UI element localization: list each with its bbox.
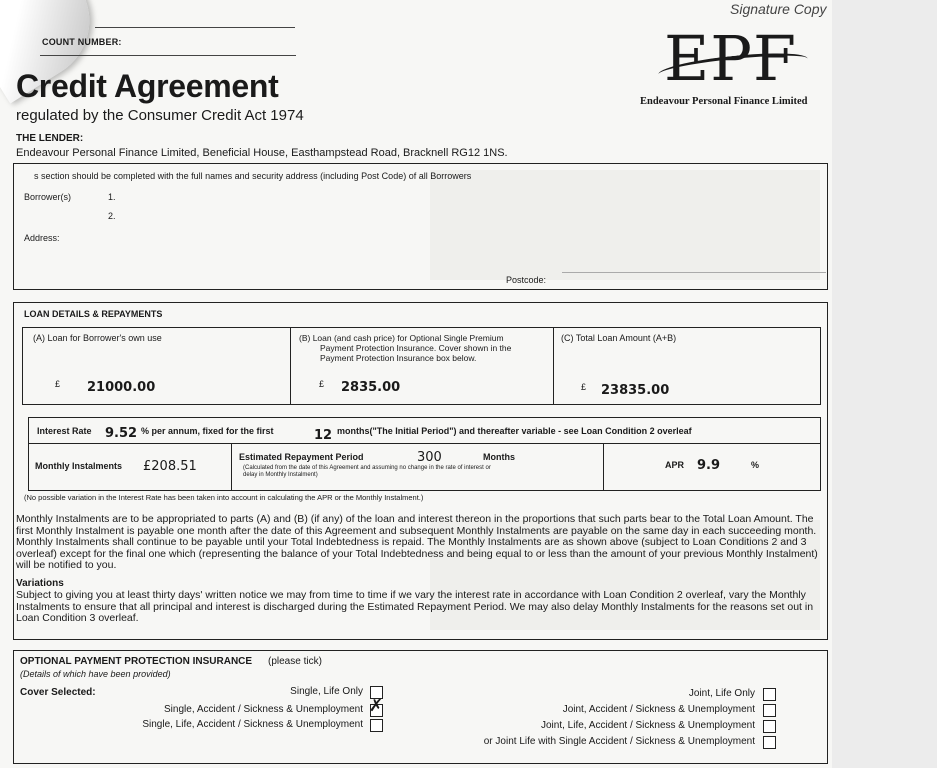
paragraph-line: will be notified to you.: [16, 559, 117, 571]
postcode-label: Postcode:: [506, 275, 547, 285]
ppi-checkbox-joint-life-single-asu[interactable]: [763, 736, 776, 749]
apr-label: APR: [665, 460, 685, 470]
repayment-period-note-1: (Calculated from the date of this Agreement and assuming no change in the rate of interest or: [243, 465, 491, 471]
apr-unit: %: [751, 460, 760, 470]
loan-c-label: (C) Total Loan Amount (A+B): [561, 333, 677, 343]
interest-rate-text: % per annum, fixed for the first: [141, 426, 274, 436]
page-subtitle: regulated by the Consumer Credit Act 1974: [16, 107, 304, 124]
variations-heading: Variations: [16, 578, 64, 589]
borrowers-section: [13, 163, 828, 290]
loan-b-value: 2835.00: [341, 380, 401, 395]
loan-footnote: (No possible variation in the Interest Rate has been taken into account in calculating the APR or the Monthly Instalment.): [24, 493, 424, 502]
epf-logo: EPF: [664, 22, 797, 95]
ppi-option-single-asu: Single, Accident / Sickness & Unemployment: [164, 704, 363, 715]
interest-rate-value: 9.52: [105, 426, 138, 441]
paragraph-line: first Monthly Instalment is payable one month after the date of this Agreement and subsequent Monthly Instalments are payable on the same day in each succeeding month.: [16, 524, 817, 537]
borrowers-instruction: s section should be completed with the full names and security address (including Post Code) of all Borrowers: [34, 171, 472, 181]
currency-symbol: £: [319, 379, 325, 389]
postcode-field[interactable]: [562, 272, 826, 287]
loan-section-heading: LOAN DETAILS & REPAYMENTS: [24, 309, 163, 319]
ppi-option-joint-asu: Joint, Accident / Sickness & Unemployment: [562, 704, 755, 715]
lender-label: THE LENDER:: [16, 133, 84, 144]
paragraph-line: Monthly Instalments shall continue to be payable until your Total Indebtedness is repaid. The Monthly Instalments are as shown above (subject to Loan Conditions 2 and 3: [16, 536, 807, 548]
ppi-heading-note: (please tick): [268, 656, 322, 667]
ppi-heading: OPTIONAL PAYMENT PROTECTION INSURANCE: [20, 656, 253, 667]
repayment-table: [28, 417, 821, 491]
account-line: [95, 27, 295, 28]
borrower-2-number: 2.: [108, 211, 116, 221]
ppi-checkbox-joint-life-asu[interactable]: [763, 720, 776, 733]
ppi-option-joint-life-single-asu: or Joint Life with Single Accident / Sickness & Unemployment: [483, 736, 755, 747]
interest-rate-terms: months("The Initial Period") and thereafter variable - see Loan Condition 2 overleaf: [337, 426, 692, 436]
loan-amounts-table: [22, 327, 821, 405]
loan-b-label-line3: Payment Protection Insurance box below.: [320, 353, 477, 363]
ppi-option-single-life-asu: Single, Life, Accident / Sickness & Unemployment: [142, 719, 363, 730]
loan-b-label-line1: (B) Loan (and cash price) for Optional Single Premium: [299, 333, 504, 343]
ppi-option-joint-life-asu: Joint, Life, Accident / Sickness & Unemployment: [541, 720, 755, 731]
paragraph-line: Loan Condition 3 overleaf.: [16, 612, 139, 624]
currency-symbol: £: [581, 382, 587, 392]
loan-b-label-line2: Payment Protection Insurance. Cover shown in the: [320, 343, 512, 353]
ppi-checkbox-single-life-asu[interactable]: [370, 719, 383, 732]
monthly-instalments-value: £208.51: [143, 459, 197, 474]
checkmark-icon: ✗: [369, 696, 384, 715]
apr-value: 9.9: [697, 458, 721, 473]
loan-details-section: [13, 302, 828, 640]
ppi-details-note: (Details of which have been provided): [20, 669, 171, 679]
interest-rate-label: Interest Rate: [37, 426, 92, 436]
repayment-period-label: Estimated Repayment Period: [239, 452, 364, 462]
paragraph-line: Monthly Instalments are to be appropriated to parts (A) and (B) (if any) of the loan and interest thereon in the proportions that such parts bear to the Total Loan Amount. The: [16, 513, 814, 525]
monthly-instalments-label: Monthly Instalments: [35, 461, 123, 471]
loan-a-value: 21000.00: [87, 380, 156, 395]
paragraph-line: Instalments to ensure that all principal and interest is discharged during the Estimated Repayment Period. We may also delay Monthly Instalments for the reasons set out in: [16, 600, 814, 613]
currency-symbol: £: [55, 379, 61, 389]
loan-a-label: (A) Loan for Borrower's own use: [33, 333, 162, 343]
ppi-option-single-life: Single, Life Only: [290, 686, 363, 697]
cover-selected-label: Cover Selected:: [20, 687, 96, 698]
loan-c-value: 23835.00: [601, 383, 670, 398]
repayment-period-unit: Months: [483, 452, 515, 462]
address-label: Address:: [24, 233, 60, 243]
paragraph-line: Subject to giving you at least thirty days' written notice we may from time to time if we vary the interest rate in accordance with Loan Condition 2 overleaf, vary the Monthly: [16, 589, 806, 601]
ppi-checkbox-joint-asu[interactable]: [763, 704, 776, 717]
page-title: Credit Agreement: [16, 68, 279, 104]
account-number-label: COUNT NUMBER:: [42, 37, 122, 47]
signature-copy-label: Signature Copy: [730, 1, 827, 17]
fixed-months-value: 12: [314, 428, 333, 443]
ppi-checkbox-joint-life[interactable]: [763, 688, 776, 701]
ppi-section: [13, 650, 828, 764]
lender-details: Endeavour Personal Finance Limited, Beneficial House, Easthampstead Road, Bracknell RG12 1NS.: [16, 147, 508, 159]
account-number-line: [40, 55, 296, 56]
instalments-paragraph: [16, 514, 824, 572]
company-name: Endeavour Personal Finance Limited: [640, 96, 808, 107]
ppi-option-joint-life: Joint, Life Only: [688, 688, 755, 699]
variations-paragraph: [16, 590, 824, 625]
borrowers-label: Borrower(s): [24, 192, 72, 202]
paragraph-line: overleaf) except for the final one which (representing the balance of your Total Indebtedness and being equal to or less than the amount of your previous Monthly Instalment): [16, 547, 818, 560]
repayment-period-note-2: delay in Monthly Instalment): [243, 472, 318, 478]
repayment-period-value: 300: [417, 450, 442, 465]
borrower-1-number: 1.: [108, 192, 116, 202]
